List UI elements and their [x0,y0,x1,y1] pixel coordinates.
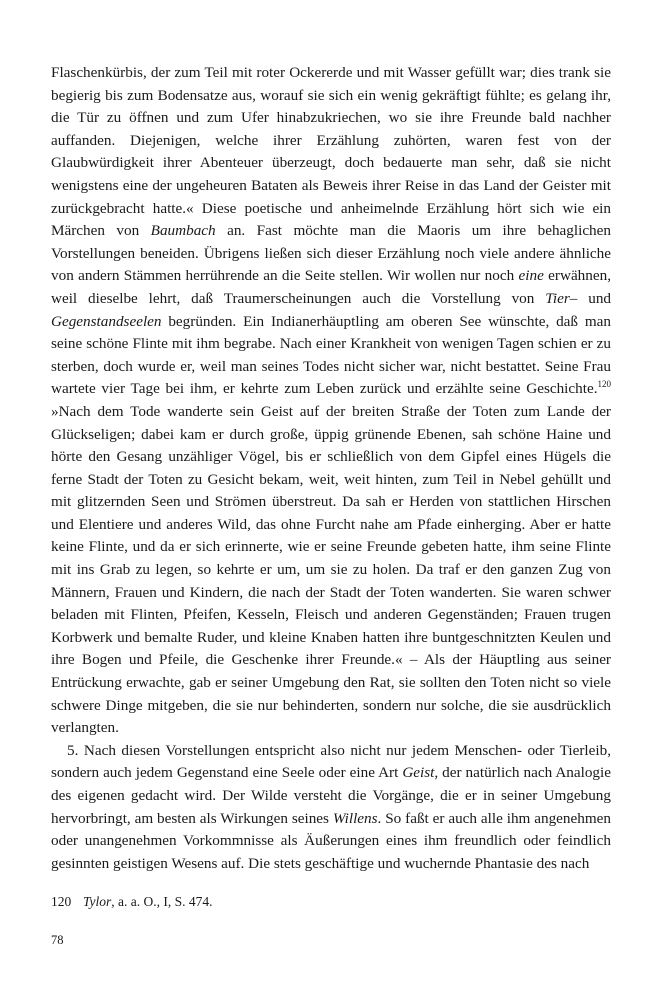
text-run: an. Fast möchte man die Maoris um ihre behaglichen Vorstellungen beneiden. Übrigens ließen sich dieser Erzählung noch viele andere ähnliche von andern Stämmen herrührende an die Seite stellen. Wir wollen nur noch [51,222,611,285]
italic-text: Tier [545,289,570,307]
italic-text: eine [518,267,544,285]
text-run: erwähnen, weil dieselbe lehrt, daß Traumerscheinungen auch die Vorstellung von [51,267,612,307]
footnote-120 [51,893,611,911]
text-run: begründen. Ein Indianerhäuptling am oberen See wünschte, daß man seine schöne Flinte mit ihm begrabe. Nach einer Krankheit von wenigen Tagen schien er zu sterben, doch wurde er, weil man seines Todes nicht sicher war, nicht bestattet. Seine Frau wartete vier Tage bei ihm, er kehrte zum Leben zurück und erzählte seine Geschichte. [51,312,611,398]
body-text [51,62,611,875]
page-body [51,62,611,875]
footnotes [51,893,611,911]
italic-text: Gegenstandseelen [51,312,162,330]
footnote-author: Tylor [83,894,112,909]
italic-text: Baumbach [150,222,216,240]
text-run: 5. Nach diesen Vorstellungen entspricht also nicht nur jedem Menschen- oder Tierleib, sondern auch jedem Gegenstand eine Seele oder eine Art [51,741,611,782]
page-number: 78 [51,933,64,947]
text-run: Flaschenkürbis, der zum Teil mit roter Ockererde und mit Wasser gefüllt war; dies trank sie begierig bis zum Bodensatze aus, worauf sie sich ein wenig gekräftigt fühlte; es gelang ihr, die Tür zu öffnen und zum Ufer hinabzukriechen, wo sie ihre Freunde bald nachher auffanden. Diejenigen, welche ihrer Erzählung zuhörten, waren fest von der Glaubwürdigkeit ihrer Abenteuer überzeugt, doch bedauerte man sehr, daß sie nicht wenigstens eine der ungeheuren Bataten als Beweis ihrer Reise in das Land der Geister mit zurückgebracht hatte.« Diese poetische und anheimelnde Erzählung hört sich wie ein Märchen von [51,64,611,240]
text-run: . So faßt er auch alle ihm angenehmen oder unangenehmen Vorkommnisse als Äußerungen eines ihm freundlich oder feindlich gesinnten geistigen Wesens auf. Die stets geschäftige und wuchernde Phantasie des nach [51,809,611,872]
text-run: , der natürlich nach Analogie des eigenen gedacht wird. Der Wilde versteht die Vorgänge, die er in seiner Umgebung hervorbringt, am besten als Wirkungen seines [51,764,611,827]
footnote-ref: 120 [597,379,611,390]
italic-text: Willens [332,809,378,827]
footnote-text: , a. a. O., I, S. 474. [111,894,213,909]
text-run: »Nach dem Tode wanderte sein Geist auf der breiten Straße der Toten zum Lande der Glückseligen; dabei kam er durch große, üppig grünende Ebenen, sah schöne Haine und hörte den Gesang unzähliger Vögel, bis er schließlich von dem Gipfel eines Hügels die ferne Stadt der Toten zu Gesicht bekam, weit, weit hinten, zum Teil in Nebel gehüllt und mit glitzernden Seen und Strömen überstreut. Da sah er Herden von stattlichen Hirschen und Elentiere und anderes Wild, das ohne Furcht nahe am Pfade einherging. Aber er hatte keine Flinte, und da er sich erinnerte, wie er seine Freunde gebeten hatte, ihm seine Flinte mit ins Grab zu legen, so kehrte er um, um sie zu holen. Da traf er den ganzen Zug von Männern, Frauen und Kindern, die nach der Stadt der Toten wanderten. Sie waren schwer beladen mit Flinten, Pfeifen, Kesseln, Fleisch und anderen Gegenständen; Frauen trugen Korbwerk und bemalte Ruder, und kleine Knaben hatten ihre buntgeschnitzten Keulen und ihre Bogen und Pfeile, die Geschenke ihrer Freunde.« – Als der Häuptling aus seiner Entrückung erwachte, gab er seiner Umgebung den Rat, sie sollten den Toten nicht so viele schwere Dinge mitgeben, die sie nur behinderten, sondern nur solche, die sie ausdrücklich verlangten. [51,402,611,737]
paragraph-2 [51,740,611,876]
text-run: – und [569,289,612,307]
italic-text: Geist [402,764,435,782]
footnote-number: 120 [51,894,72,909]
paragraph-1 [51,62,611,740]
